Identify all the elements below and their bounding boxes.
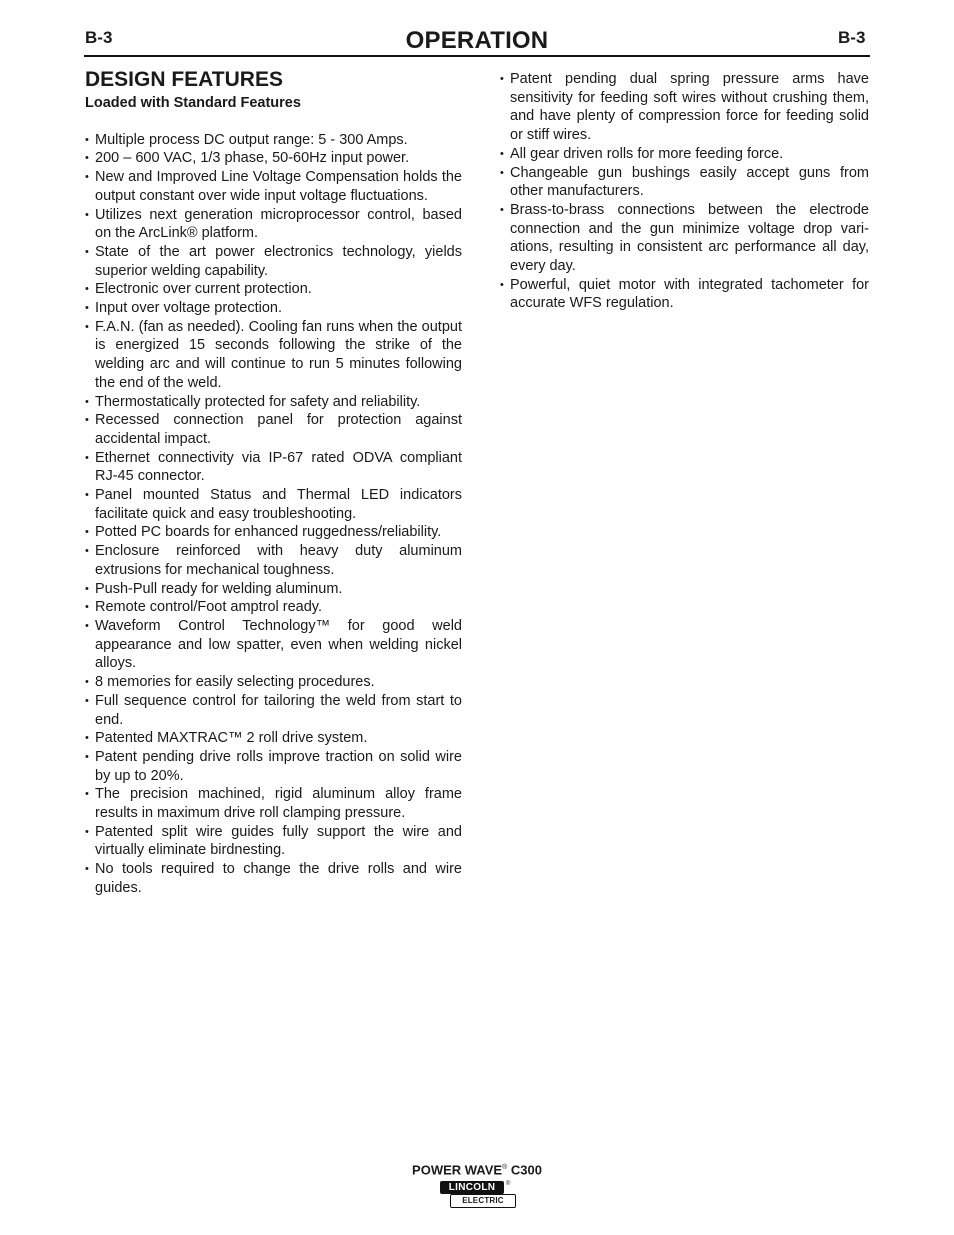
left-column: [85, 64, 462, 898]
list-item: • Utilizes next generation microprocessor control, based on the ArcLink® platform.: [85, 206, 462, 243]
list-item: • Enclosure reinforced with heavy duty aluminum extrusions for mechanical toughness.: [85, 542, 462, 579]
list-item: • Patent pending dual spring pressure arms have sensitivity for feeding soft wires without crushing them, and have plenty of compression force for feeding solid or stiff wires.: [500, 70, 869, 145]
feature-list-left: [85, 131, 462, 898]
list-item: • Input over voltage protection.: [85, 299, 462, 318]
feature-list-right: [500, 70, 869, 313]
list-item: • No tools required to change the drive rolls and wire guides.: [85, 860, 462, 897]
logo-top-text: LINCOLN: [440, 1181, 504, 1194]
list-item: • Patented split wire guides fully support the wire and virtually eliminate birdnesting.: [85, 823, 462, 860]
product-name-text: POWER WAVE: [412, 1162, 503, 1178]
list-item: • Waveform Control Technology™ for good weld appearance and low spatter, even when welding nickel alloys.: [85, 617, 462, 673]
list-item: • Potted PC boards for enhanced ruggedness/reliability.: [85, 523, 462, 542]
list-item: • Remote control/Foot amptrol ready.: [85, 598, 462, 617]
list-item: • Recessed connection panel for protection against accidental impact.: [85, 411, 462, 448]
list-item: • F.A.N. (fan as needed). Cooling fan runs when the output is energized 15 seconds following the strike of the welding arc and will continue to run 5 minutes following the end of the weld.: [85, 318, 462, 393]
logo-reg-mark: ®: [506, 1181, 511, 1188]
list-item: • Patent pending drive rolls improve traction on solid wire by up to 20%.: [85, 748, 462, 785]
list-item: • Ethernet connectivity via IP-67 rated ODVA compliant RJ-45 connector.: [85, 449, 462, 486]
product-reg-mark: ®: [502, 1164, 508, 1171]
list-item: • State of the art power electronics technology, yields superior welding capability.: [85, 243, 462, 280]
product-model: C300: [510, 1162, 542, 1178]
header-rule: [84, 55, 870, 57]
list-item: • All gear driven rolls for more feeding force.: [500, 145, 869, 164]
section-title: DESIGN FEATURES: [85, 68, 283, 91]
section-subtitle: Loaded with Standard Features: [85, 95, 301, 111]
list-item: • New and Improved Line Voltage Compensation holds the output constant over wide input voltage fluctuations.: [85, 168, 462, 205]
list-item: • Powerful, quiet motor with integrated tachometer for accurate WFS regulation.: [500, 276, 869, 313]
list-item: • 8 memories for easily selecting procedures.: [85, 673, 462, 692]
page-number-right: B-3: [838, 28, 866, 47]
lincoln-electric-logo: [438, 1181, 516, 1209]
logo-bottom-text: ELECTRIC: [450, 1194, 516, 1208]
list-item: • Electronic over current protection.: [85, 280, 462, 299]
page-number-left: B-3: [85, 28, 113, 47]
list-item: • Panel mounted Status and Thermal LED indicators facilitate quick and easy troubleshooting.: [85, 486, 462, 523]
list-item: • Thermostatically protected for safety and reliability.: [85, 393, 462, 412]
list-item: • Full sequence control for tailoring the weld from start to end.: [85, 692, 462, 729]
page-title: OPERATION: [405, 27, 549, 54]
list-item: • The precision machined, rigid aluminum alloy frame results in maximum drive roll clamping pressure.: [85, 785, 462, 822]
product-name: [0, 1160, 954, 1178]
list-item: • Push-Pull ready for welding aluminum.: [85, 580, 462, 599]
list-item: • Changeable gun bushings easily accept guns from other manufacturers.: [500, 164, 869, 201]
list-item: • Multiple process DC output range: 5 - 300 Amps.: [85, 131, 462, 150]
list-item: • Brass-to-brass connections between the electrode connection and the gun minimize voltage drop variations, resulting in consistent arc performance all day, every day.: [500, 201, 869, 276]
right-column: [500, 70, 869, 313]
list-item: • Patented MAXTRAC™ 2 roll drive system.: [85, 729, 462, 748]
footer: [0, 1160, 954, 1214]
list-item: • 200 – 600 VAC, 1/3 phase, 50-60Hz input power.: [85, 149, 462, 168]
